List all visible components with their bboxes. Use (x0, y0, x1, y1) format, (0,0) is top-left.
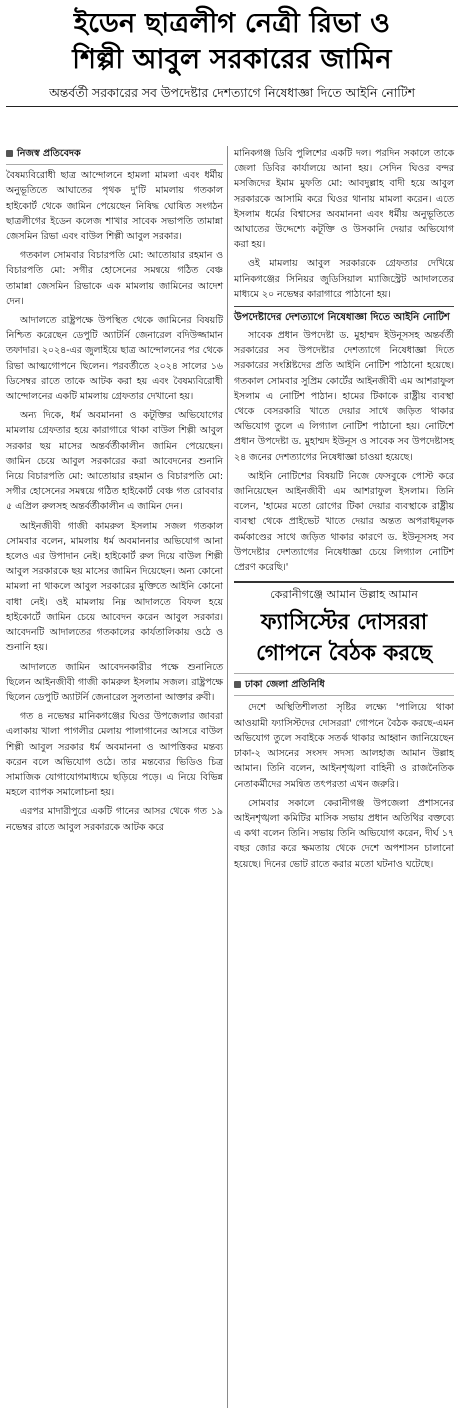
paragraph: বৈষম্যবিরোধী ছাত্র আন্দোলনে হামলা মামলা এবং ধর্মীয় অনুভূতিতে আঘাতের পৃথক দু'টি মামলায় গতকাল হাইকোর্ট থেকে জামিন পেয়েছেন নিষিদ্ধ ঘোষিত সংগঠন ছাত্রলীগের ইডেন কলেজ শাখার সাবেক সভাপতি তামান্না জেসমিন রিভা এবং বাউল শিল্পী আবুল সরকার। (6, 170, 223, 243)
paragraph: মানিকগঞ্জ ডিবি পুলিশের একটি দল। পরদিন সকালে তাকে জেলা ডিবির কার্যালয়ে আনা হয়। সেদিন ঘিওর বন্দর মসজিদের ইমাম মুফতি মো: আবদুল্লাহ বাদী হয়ে আবুল সরকারকে আসামি করে ঘিওর থানায় মামলা করেন। এতে ইসলাম ধর্মের বিশ্বাসের অবমাননা এবং ধর্মীয় অনুভূতিতে আঘাতের উদ্দেশ্যে কটূক্তি ও উসকানি দেয়ার অভিযোগ করা হয়। (234, 148, 454, 251)
paragraph: ওই মামলায় আবুল সরকারকে গ্রেফতার দেখিয়ে মানিকগঞ্জের সিনিয়র জুডিসিয়াল ম্যাজিস্ট্রেট আদালতের মাধ্যমে ২০ নভেম্বর কারাগারে পাঠানো হয়। (234, 258, 454, 300)
paragraph: আইনি নোটিশের বিষয়টি নিজে ফেসবুকে পোস্ট করে জানিয়েছেন আইনজীবী এম আশরাফুল ইসলাম। তিনি বলেন, 'হামের মতো রোগের টিকা দেয়ার ব্যবস্থাকে রাষ্ট্রীয় ব্যবস্থা থেকে প্রাইভেট খাতে দেয়ার অন্তত অপরাধমূলক কর্মকাণ্ডের সাথে জড়িত থাকার কারণে ড. ইউনূসসহ সব উপদেষ্টার দেশত্যাগের নিষেধাজ্ঞা চেয়ে লিগ্যাল নোটিশ প্রেরণ করেছি।' (234, 470, 454, 574)
right-column (228, 146, 454, 1408)
subheadline: অন্তর্বর্তী সরকারের সব উপদেষ্টার দেশত্যাগে নিষেধাজ্ঞা দিতে আইনি নোটিশ (49, 85, 415, 100)
headline-line-1: ইডেন ছাত্রলীগ নেত্রী রিভা ও (73, 8, 391, 39)
second-byline (234, 673, 454, 696)
paragraph: আইনজীবী গাজী কামরুল ইসলাম সজল গতকাল সোমবার বলেন, মামলায় ধর্ম অবমাননার অভিযোগ আনা হলেও এর উপাদান নেই। হাইকোর্ট রুল দিয়ে বাউল শিল্পী আবুল সরকারকে ছয় মাসের জামিন দিয়েছেন। অন্য কোনো মামলা না থাকলে আবুল সরকারের মুক্তিতে আইনি কোনো বাধা নেই। ওই মামলায় নিম্ন আদালতে বিফল হয়ে হাইকোর্টে জামিন চেয়ে আবেদন করেন আবুল সরকার। আবেদনটি আদালতের গতকালের কার্যতালিকায় ওঠে ও শুনানি হয়। (6, 520, 223, 654)
article-columns (6, 146, 458, 1408)
paragraph: এরপর মাদারীপুরে একটি গানের আসর থেকে গত ১৯ নভেম্বর রাতে আবুল সরকারকে আটক করে (6, 806, 223, 833)
second-headline-line-1: ফ্যাসিস্টের দোসররা (260, 610, 428, 636)
paragraph: আদালতে রাষ্ট্রপক্ষে উপস্থিত থেকে জামিনের বিষয়টি নিশ্চিত করেছেন ডেপুটি অ্যাটর্নি জেনারেল বদিউজ্জামান তফাদার। ২০২৪-এর জুলাইয়ে ছাত্র আন্দোলনের পর থেকে রিভা আত্মগোপনে ছিলেন। পরবর্তীতে ২০২৪ সালের ১৬ ডিসেম্বর রাতে তাকে আটক করা হয় এবং বৈষম্যবিরোধী আন্দোলনের একটি মামলায় গ্রেফতার দেখানো হয়। (6, 315, 223, 403)
paragraph: অন্য দিকে, ধর্ম অবমাননা ও কটূক্তির অভিযোগের মামলায় গ্রেফতার হয়ে কারাগারে থাকা বাউল শিল্পী আবুল সরকার ছয় মাসের অন্তর্বর্তীকালীন জামিন পেয়েছেন। জামিন চেয়ে আবুল সরকারের করা আবেদনের শুনানি নিয়ে বিচারপতি মো: আতোয়ার রহমান ও বিচারপতি মো: সগীর হোসেনের সমন্বয়ে গঠিত হাইকোর্ট বেঞ্চ গত রোববার ৫ এপ্রিল রুলসহ অন্তর্বর্তীকালীন এ জামিন দেন। (6, 410, 223, 513)
byline (6, 146, 223, 165)
divider (6, 106, 458, 107)
headline-line-2: শিল্পী আবুল সরকারের জামিন (72, 44, 392, 75)
paragraph: গতকাল সোমবার বিচারপতি মো: আতোয়ার রহমান ও বিচারপতি মো: সগীর হোসেনের সমন্বয়ে গঠিত বেঞ্চ তামান্না জেসমিন রিভাকে এক মামলায় জামিনের আদেশ দেন। (6, 250, 223, 307)
paragraph: সোমবার সকালে কেরানীগঞ্জ উপজেলা প্রশাসনের আইনশৃঙ্খলা কমিটির মাসিক সভায় প্রধান অতিথির বক্তব্যে এ কথা বলেন তিনি। সভায় তিনি অভিযোগ করেন, দীর্ঘ ১৭ বছর জোর করে ক্ষমতায় থেকে দেশে অপশাসন চালানো হয়েছে। দিনের ভোট রাতে করার মতো ঘটনাও ঘটেছে। (234, 797, 454, 870)
paragraph: গত ৪ নভেম্বর মানিকগঞ্জের ঘিওর উপজেলার জাবরা এলাকায় খালা পাগলীর মেলায় পালাগানের আসরে বাউল শিল্পী আবুল সরকার ধর্ম অবমাননা ও আপত্তিকর মন্তব্য করেন বলে অভিযোগ ওঠে। তার মন্তব্যের ভিডিও চিত্র সামাজিক যোগাযোগমাধ্যমে ছড়িয়ে পড়ে। এ নিয়ে বিভিন্ন মহলে ব্যাপক সমালোচনা হয়। (6, 711, 223, 799)
second-byline-text: ঢাকা জেলা প্রতিনিধি (245, 679, 325, 691)
kicker: কেরানীগঞ্জে আমান উল্লাহ আমান (270, 588, 418, 602)
byline-bullet-icon (234, 681, 241, 688)
section-heading: উপদেষ্টাদের দেশত্যাগে নিষেধাজ্ঞা দিতে আইনি নোটিশ (234, 306, 454, 325)
main-headline (6, 6, 458, 78)
left-column (6, 146, 228, 1408)
second-article (234, 581, 454, 871)
paragraph: আদালতে জামিন আবেদনকারীর পক্ষে শুনানিতে ছিলেন আইনজীবী গাজী কামরুল ইসলাম সজল। রাষ্ট্রপক্ষে ছিলেন ডেপুটি অ্যাটর্নি জেনারেল সুলতানা আক্তার রুবী। (6, 661, 223, 703)
second-headline-line-2: গোপনে বৈঠক করছে (256, 641, 432, 667)
paragraph: দেশে অস্থিতিশীলতা সৃষ্টির লক্ষ্যে 'পালিয়ে থাকা আওয়ামী ফ্যাসিস্টদের দোসররা' গোপনে বৈঠক করছে-এমন অভিযোগ তুলে সবাইকে সতর্ক থাকার আহ্বান জানিয়েছেন ঢাকা-২ আসনের সংসদ সদস্য আলহাজ আমান উল্লাহ আমান। তিনি বলেন, আইনশৃঙ্খলা বাহিনী ও রাজনৈতিক নেতাকর্মীদের সমন্বিত তৎপরতা এখন জরুরি। (234, 702, 454, 790)
second-headline (234, 607, 454, 669)
byline-text: নিজস্ব প্রতিবেদক (17, 148, 81, 159)
byline-bullet-icon (6, 150, 13, 157)
paragraph: সাবেক প্রধান উপদেষ্টা ড. মুহাম্মদ ইউনূসসহ অন্তর্বর্তী সরকারের সব উপদেষ্টার দেশত্যাগে নিষেধাজ্ঞা দিতে সরকারের সংশ্লিষ্টদের প্রতি আইনি নোটিশ পাঠানো হয়েছে। গতকাল সোমবার সুপ্রিম কোর্টের আইনজীবী এম আশরাফুল ইসলাম এ নোটিশ পাঠান। হামের টিকাকে রাষ্ট্রীয় ব্যবস্থা থেকে বেসরকারি খাতে দেয়ার সাথে জড়িত থাকার অভিযোগ তুলে এ লিগ্যাল নোটিশ পাঠানো হয়। নোটিশে প্রধান উপদেষ্টা ড. মুহাম্মদ ইউনূস ও সাবেক সব উপদেষ্টাসহ ২৪ জনের দেশত্যাগের নিষেধাজ্ঞা চাওয়া হয়েছে। (234, 330, 454, 463)
